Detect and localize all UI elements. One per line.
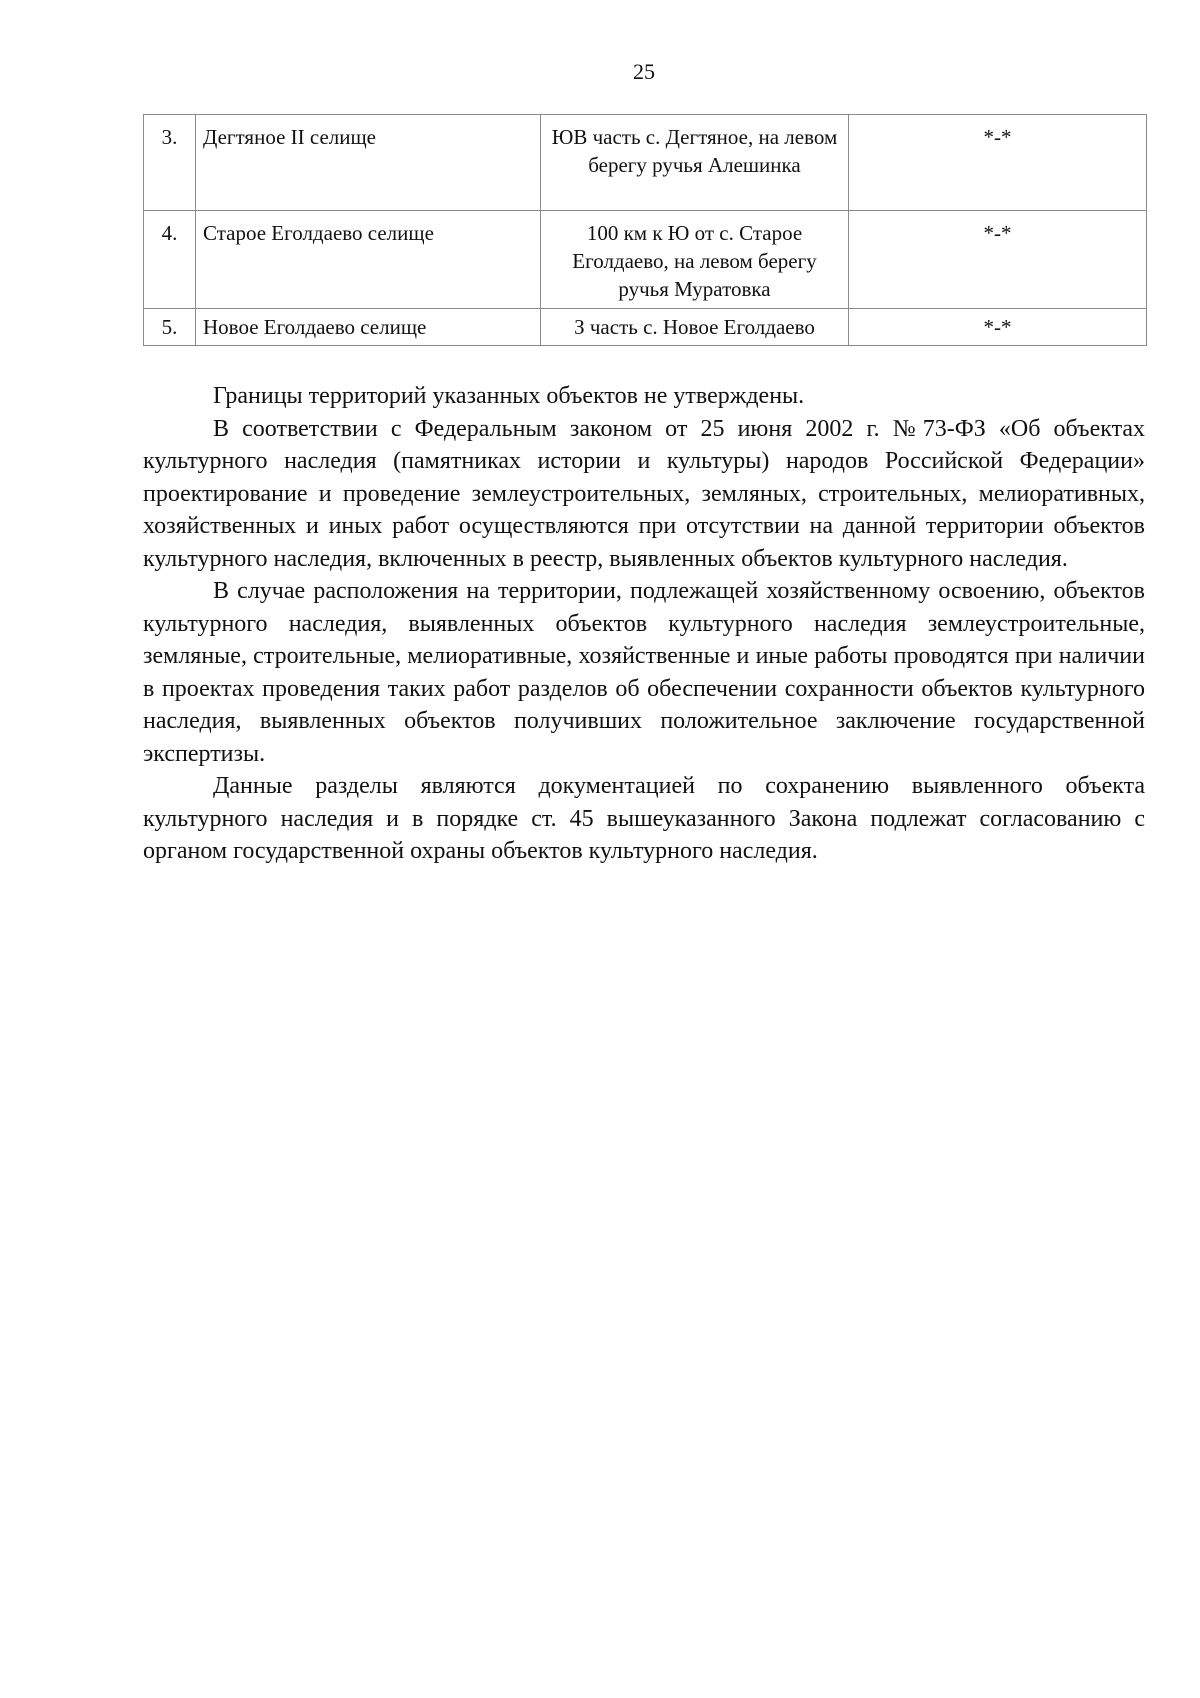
object-location-cell: ЮВ часть с. Дегтяное, на левом берегу ручья Алешинка <box>541 115 849 211</box>
table-row <box>144 211 1147 309</box>
object-note-cell: *-* <box>849 211 1147 309</box>
object-name-cell: Дегтяное II селище <box>196 115 541 211</box>
body-text <box>143 380 1145 868</box>
paragraph-documentation: Данные разделы являются документацией по сохранению выявленного объекта культурного наследия и в порядке ст. 45 вышеуказанного Закона подлежат согласованию с органом государственной охраны объектов культурного наследия. <box>143 773 1145 864</box>
row-number-cell: 5. <box>144 309 196 346</box>
object-note-cell: *-* <box>849 115 1147 211</box>
object-location-cell: З часть с. Новое Еголдаево <box>541 309 849 346</box>
object-location-cell: 100 км к Ю от с. Старое Еголдаево, на левом берегу ручья Муратовка <box>541 211 849 309</box>
object-name-cell: Новое Еголдаево селище <box>196 309 541 346</box>
table-row <box>144 309 1147 346</box>
table-row <box>144 115 1147 211</box>
heritage-objects-table <box>143 114 1147 346</box>
paragraph-boundaries: Границы территорий указанных объектов не утверждены. <box>213 383 805 409</box>
paragraph-development-conditions: В случае расположения на территории, подлежащей хозяйственному освоению, объектов культурного наследия, выявленных объектов культурного наследия землеустроительные, земляные, строительные, мелиоративные, хозяйственные и иные работы проводятся при наличии в проектах проведения таких работ разделов об обеспечении сохранности объектов культурного наследия, выявленных объектов получивших положительное заключение государственной экспертизы. <box>143 578 1145 767</box>
paragraph-federal-law: В соответствии с Федеральным законом от 25 июня 2002 г. №73-ФЗ «Об объектах культурного наследия (памятниках истории и культуры) народов Российской Федерации» проектирование и проведение землеустроительных, земляных, строительных, мелиоративных, хозяйственных и иных работ осуществляются при отсутствии на данной территории объектов культурного наследия, включенных в реестр, выявленных объектов культурного наследия. <box>143 415 1145 572</box>
object-name-cell: Старое Еголдаево селище <box>196 211 541 309</box>
row-number-cell: 4. <box>144 211 196 309</box>
row-number-cell: 3. <box>144 115 196 211</box>
object-note-cell: *-* <box>849 309 1147 346</box>
page-number: 25 <box>633 59 655 84</box>
